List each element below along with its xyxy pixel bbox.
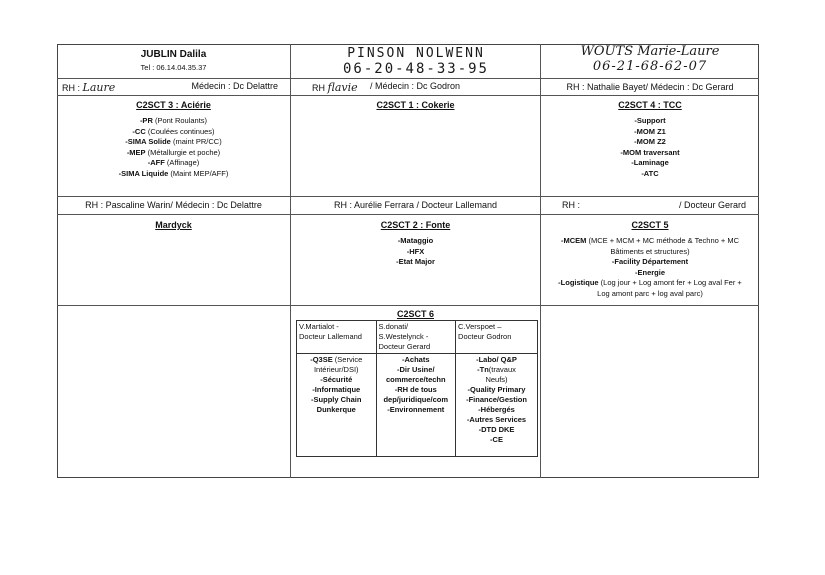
head-line: Docteur Godron	[458, 332, 512, 341]
list-item-detail: (Métallurgie et poche)	[145, 147, 221, 157]
list-item: -HFX	[406, 246, 425, 256]
list-item-bold: -Tn	[477, 365, 489, 374]
c2sct2-list	[291, 236, 540, 268]
list-item	[57, 127, 290, 138]
head-line: V.Martialot -	[299, 322, 339, 331]
rh-prefix: RH	[312, 83, 325, 93]
list-item	[458, 355, 535, 365]
list-item	[458, 435, 535, 445]
c2sct6-table	[296, 320, 538, 457]
list-item: -Achats	[402, 355, 430, 364]
c2sct4-title: C2SCT 4 : TCC	[618, 100, 682, 110]
rh-row1-col1	[62, 81, 288, 94]
list-item	[458, 395, 535, 405]
list-item	[541, 268, 759, 279]
list-item: -MOM Z1	[634, 126, 666, 136]
list-item	[57, 158, 290, 169]
list-item-bold: -Labo/ Q&P	[476, 355, 517, 364]
c2sct1-block	[291, 100, 540, 110]
list-item	[458, 365, 535, 375]
contact-name-jublin: JUBLIN Dalila	[140, 49, 207, 60]
list-item-bold: -Logistique	[558, 278, 599, 287]
list-item-detail: (MCE + MCM + MC méthode & Techno + MC	[586, 236, 740, 245]
list-item	[541, 257, 759, 268]
list-item-bold: -Energie	[634, 267, 665, 277]
list-item	[57, 116, 290, 127]
list-item	[541, 278, 759, 289]
rh-row1-col3: RH : Nathalie Bayet/ Médecin : Dc Gerard	[566, 82, 734, 92]
list-item-bold: -Autres Services	[466, 415, 527, 424]
list-item-bold: -AFF	[147, 158, 165, 167]
rh-row2-col2: RH : Aurélie Ferrara / Docteur Lallemand	[333, 200, 498, 210]
list-item	[57, 169, 290, 180]
c2sct5-list	[541, 236, 759, 299]
mardyck-title: Mardyck	[155, 220, 192, 230]
list-item-bold: -MEP	[126, 147, 146, 157]
list-item: dep/juridique/com	[383, 395, 449, 404]
list-item	[299, 375, 374, 385]
list-item	[458, 425, 535, 435]
list-item-bold: Dunkerque	[316, 405, 356, 414]
c2sct4-list	[541, 116, 759, 179]
c2sct6-col-1	[297, 354, 377, 457]
handwritten-name-wouts: WOUTS Marie-Laure	[580, 44, 720, 59]
c2sct6-title: C2SCT 6	[396, 309, 434, 319]
list-item	[299, 405, 374, 415]
list-item-detail: (travaux	[488, 365, 516, 374]
list-item: -Etat Major	[396, 257, 435, 266]
list-item-detail: (Log jour + Log amont fer + Log aval Fer +	[598, 278, 742, 287]
mardyck-block	[57, 220, 290, 230]
list-item-bold: -Finance/Gestion	[466, 395, 527, 404]
list-item	[57, 148, 290, 159]
list-item	[458, 405, 535, 415]
c2sct3-list	[57, 116, 290, 179]
c2sct6-head-2	[376, 321, 456, 354]
list-item: commerce/techn	[385, 375, 446, 384]
list-item-detail: Bâtiments et structures)	[610, 246, 690, 256]
list-item-bold: -Sécurité	[320, 375, 353, 384]
c2sct2-block	[291, 220, 540, 268]
list-item: -Laminage	[631, 158, 669, 167]
row-divider-header	[57, 78, 759, 79]
handwritten-rh-name: Laure	[82, 81, 116, 94]
list-item-bold: -SIMA Liquide	[118, 168, 169, 178]
list-item-bold: -Informatique	[312, 385, 361, 394]
list-item: -MOM Z2	[634, 137, 666, 146]
list-item: -RH de tous	[394, 385, 437, 394]
rh-row2-col1: RH : Pascaline Warin/ Médecin : Dc Delattre	[85, 200, 262, 210]
list-item-detail: (Affinage)	[164, 158, 200, 167]
list-item-bold: -Facility Département	[611, 257, 689, 266]
list-item	[458, 375, 535, 385]
c2sct1-title: C2SCT 1 : Cokerie	[376, 100, 455, 110]
list-item-bold: -Supply Chain	[311, 395, 362, 404]
rh-row1-col2	[312, 81, 538, 94]
head-line: S.donati/	[378, 322, 409, 331]
list-item	[458, 415, 535, 425]
head-line: Docteur Lallemand	[299, 332, 362, 341]
list-item-bold: -SIMA Solide	[125, 137, 171, 146]
handwritten-phone-pinson: 06-20-48-33-95	[342, 61, 489, 77]
head-line: C.Verspoet –	[458, 322, 502, 331]
list-item	[541, 236, 759, 247]
handwritten-rh-name: flavie	[327, 81, 358, 94]
c2sct6-head-1	[297, 321, 377, 354]
list-item	[299, 385, 374, 395]
handwritten-phone-wouts: 06-21-68-62-07	[592, 59, 708, 74]
c2sct3-block	[57, 100, 290, 179]
list-item-detail: (Coulées continues)	[145, 126, 215, 136]
list-item-detail: Intérieur/DSI)	[313, 365, 359, 374]
list-item	[299, 355, 374, 365]
rh-prefix: RH :	[62, 83, 80, 93]
head-line: Docteur Gerard	[378, 342, 431, 351]
row-divider-rh1	[57, 95, 759, 96]
list-item: -ATC	[641, 168, 659, 178]
list-item-detail: (Service	[332, 355, 363, 364]
list-item: -Support	[634, 116, 666, 125]
list-item	[541, 247, 759, 258]
list-item: -Mataggio	[397, 236, 434, 245]
list-item-bold: -Hébergés	[478, 405, 515, 414]
list-item: -Dir Usine/	[397, 365, 435, 374]
c2sct5-block	[541, 220, 759, 299]
rh-prefix: RH :	[562, 200, 580, 210]
rh-row2-col3	[562, 200, 758, 210]
list-item-detail: Neufs)	[485, 375, 508, 384]
rh-doctor: / Médecin : Dc Godron	[370, 81, 461, 91]
head-line: S.Westelynck -	[378, 332, 429, 341]
list-item-bold: -MCEM	[560, 236, 587, 245]
c2sct4-block	[541, 100, 759, 179]
c2sct5-title: C2SCT 5	[631, 220, 669, 230]
list-item-bold: -Q3SE	[310, 355, 333, 364]
rh-doctor: Médecin : Dc Delattre	[191, 81, 278, 91]
list-item-detail: Log amont parc + log aval parc)	[597, 288, 703, 298]
list-item	[458, 385, 535, 395]
list-item	[299, 365, 374, 375]
c2sct6-col-3	[456, 354, 538, 457]
list-item	[299, 395, 374, 405]
handwritten-name-pinson: PINSON NOLWENN	[347, 46, 485, 61]
list-item	[57, 137, 290, 148]
contact-phone-jublin: Tel : 06.14.04.35.37	[140, 63, 207, 72]
row-divider-rh2	[57, 214, 759, 215]
c2sct3-title: C2SCT 3 : Aciérie	[136, 100, 211, 110]
list-item-detail: (Pont Roulants)	[152, 116, 208, 125]
list-item: -Environnement	[387, 405, 445, 414]
row-divider-block1	[57, 196, 759, 197]
rh-doctor: / Docteur Gerard	[679, 200, 747, 210]
list-item-bold: -CE	[490, 435, 503, 444]
list-item	[541, 289, 759, 300]
list-item-detail: (Maint MEP/AFF)	[168, 168, 229, 178]
c2sct6-head-3	[456, 321, 538, 354]
list-item-bold: -Quality Primary	[467, 385, 526, 394]
list-item-bold: -CC	[132, 126, 146, 136]
c2sct2-title: C2SCT 2 : Fonte	[380, 220, 451, 230]
table-row	[297, 354, 538, 457]
table-row	[297, 321, 538, 354]
list-item-bold: -DTD DKE	[478, 425, 515, 434]
list-item-bold: -PR	[139, 116, 153, 125]
list-item-detail: (maint PR/CC)	[170, 137, 222, 146]
c2sct6-col-2	[376, 354, 456, 457]
list-item: -MOM traversant	[620, 147, 680, 157]
row-divider-block2	[57, 305, 759, 306]
